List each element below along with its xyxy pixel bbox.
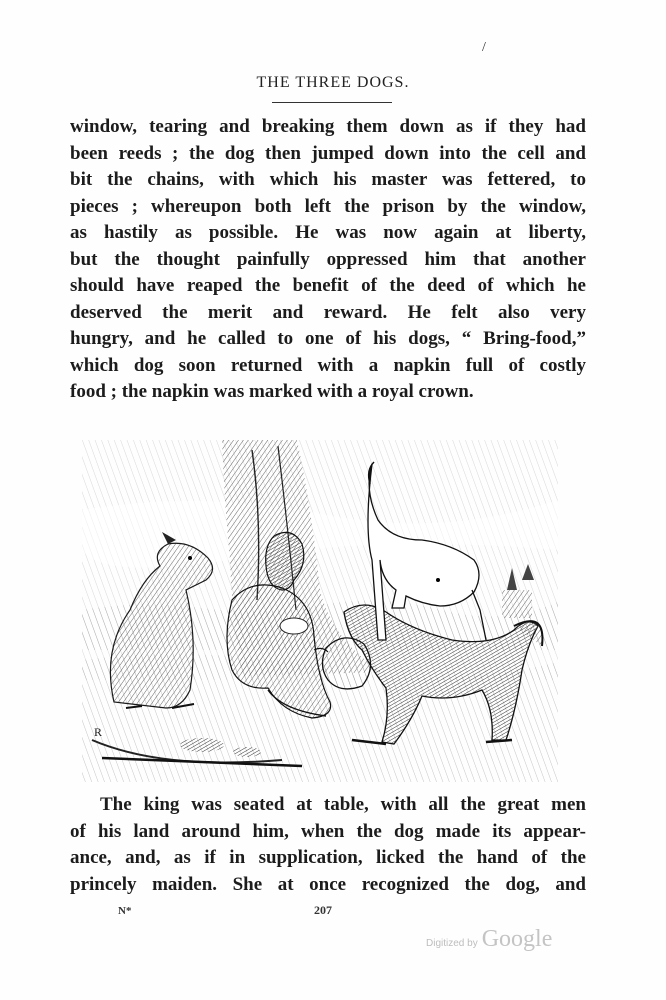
text-line: hungry, and he called to one of his dogs, “ Bring-food,” [70,328,586,349]
artist-monogram [94,725,102,739]
running-head: THE THREE DOGS. [256,74,410,91]
digitized-prefix: Digitized by [426,938,478,949]
stray-mark: / [482,40,486,55]
text-line: deserved the merit and reward. He felt also very [70,301,586,323]
text-line: window, tearing and breaking them down as if they had [70,116,586,137]
text-line: but the thought painfully oppressed him that another [70,248,586,270]
text-line: of his land around him, when the dog made its appear- [70,820,586,842]
paragraph-bottom [70,792,586,898]
text-line: as hastily as possible. He was now again at liberty, [70,222,586,243]
digitized-watermark [426,926,552,953]
head-rule [272,102,392,103]
text-line: pieces ; whereupon both left the prison by the window, [70,195,586,217]
text-line: been reeds ; the dog then jumped down into the cell and [70,142,586,164]
text-line: food ; the napkin was marked with a royal crown. [70,381,474,402]
monogram-text: R [94,725,103,739]
text-line: princely maiden. She at once recognized the dog, and [70,873,586,895]
text-line: bit the chains, with which his master was fettered, to [70,169,586,190]
google-logo: Google [481,926,553,952]
text-line: should have reaped the benefit of the deed of which he [70,275,586,296]
text-line: The king was seated at table, with all the great men [100,794,586,815]
text-line: which dog soon returned with a napkin full of costly [70,354,586,376]
signature-mark: N* [118,905,132,917]
page-number: 207 [314,903,332,917]
text-line: ance, and, as if in supplication, licked the hand of the [70,847,586,868]
engraving-illustration [82,440,558,782]
paragraph-top [70,114,586,406]
